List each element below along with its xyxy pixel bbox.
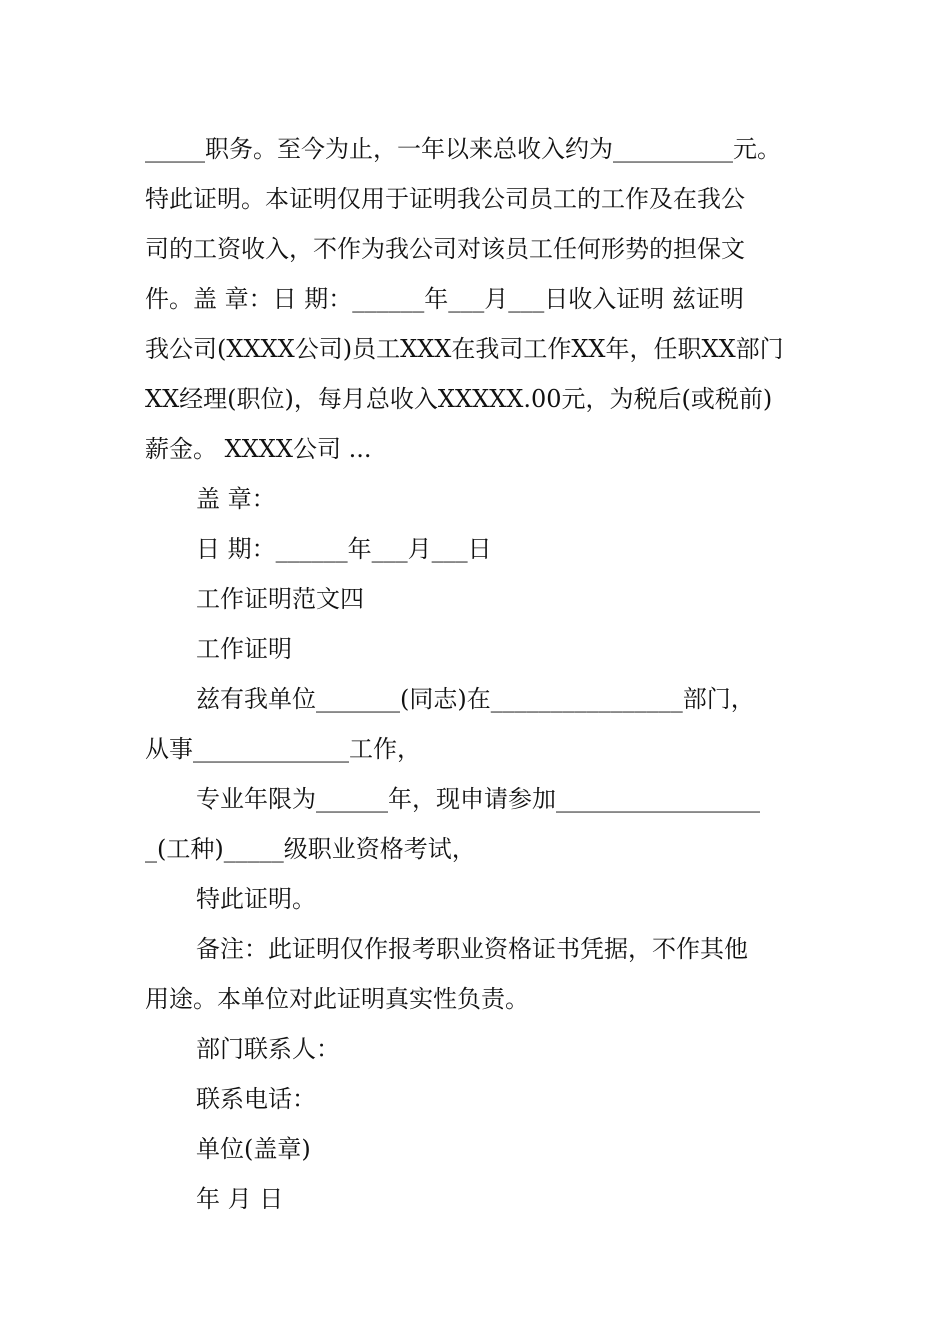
text-line: 兹有我单位_______(同志)在________________部门， <box>196 685 755 713</box>
certificate-title: 工作证明 <box>196 635 292 663</box>
text-line: _____职务。至今为止，一年以来总收入约为__________元。 <box>145 135 781 163</box>
text-line: 件。盖 章：日 期：______年___月___日收入证明 兹证明 <box>145 285 744 313</box>
text-line: 特此证明。本证明仅用于证明我公司员工的工作及在我公 <box>145 185 745 213</box>
text-line: 用途。本单位对此证明真实性负责。 <box>145 985 529 1013</box>
text-line: 专业年限为______年，现申请参加_________________ <box>196 785 760 813</box>
stamp-label: 盖 章： <box>196 485 276 513</box>
text-line: 司的工资收入，不作为我公司对该员工任何形势的担保文 <box>145 235 745 263</box>
text-line: 从事_____________工作， <box>145 735 421 763</box>
contact-person-label: 部门联系人： <box>196 1035 340 1063</box>
section-heading: 工作证明范文四 <box>196 585 364 613</box>
text-line: 薪金。 XXXX公司 ... <box>145 435 372 463</box>
date-line: 日 期：______年___月___日 <box>196 535 492 563</box>
unit-stamp-label: 单位(盖章) <box>196 1135 311 1163</box>
date-label: 年 月 日 <box>196 1185 284 1213</box>
text-line: 我公司(XXXX公司)员工XXX在我司工作XX年，任职XX部门 <box>145 335 784 363</box>
text-line: 特此证明。 <box>196 885 316 913</box>
text-line: XX经理(职位)，每月总收入XXXXX.00元，为税后(或税前) <box>145 385 773 413</box>
phone-label: 联系电话： <box>196 1085 316 1113</box>
text-line: _(工种)_____级职业资格考试， <box>145 835 476 863</box>
text-line: 备注：此证明仅作报考职业资格证书凭据，不作其他 <box>196 935 748 963</box>
